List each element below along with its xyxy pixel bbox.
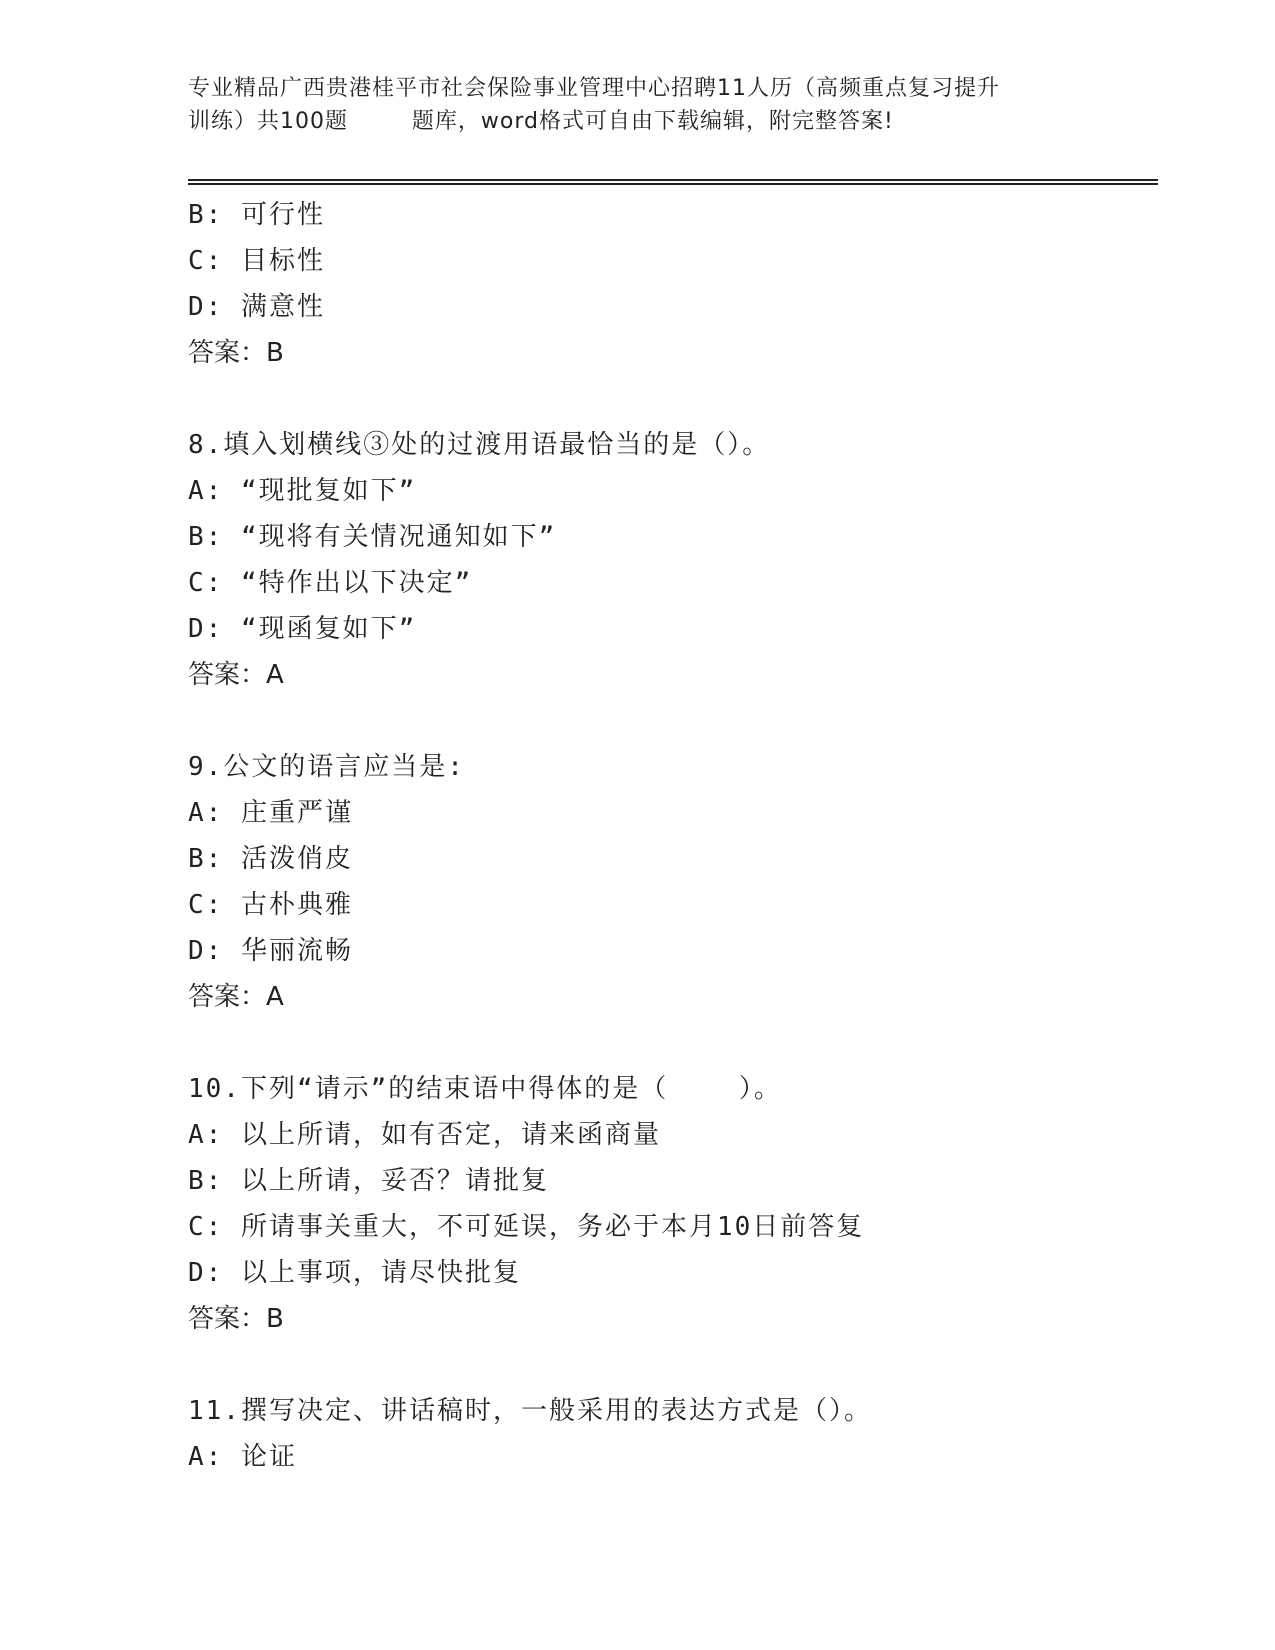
option-d: D: “现函复如下” <box>188 614 417 644</box>
header-line-2: 训练）共100题 题库，word格式可自由下载编辑，附完整答案! <box>188 109 894 134</box>
answer: 答案：B <box>188 338 284 368</box>
option-a: A: 庄重严谨 <box>188 798 353 828</box>
option-b: B: 活泼俏皮 <box>188 844 353 874</box>
question-7 <box>188 192 1148 376</box>
document-header <box>188 72 1088 138</box>
option-d: D: 以上事项，请尽快批复 <box>188 1258 521 1288</box>
header-divider-bottom <box>188 183 1158 185</box>
header-divider-top <box>188 179 1158 181</box>
header-line-1: 专业精品广西贵港桂平市社会保险事业管理中心招聘11人历（高频重点复习提升 <box>188 76 1000 101</box>
question-11 <box>188 1388 1148 1480</box>
question-text: 8.填入划横线③处的过渡用语最恰当的是（）。 <box>188 430 771 460</box>
question-10 <box>188 1066 1148 1342</box>
option-a: A: 以上所请，如有否定，请来函商量 <box>188 1120 661 1150</box>
option-a: A: “现批复如下” <box>188 476 417 506</box>
spacer <box>188 1020 1148 1066</box>
question-text: 9.公文的语言应当是: <box>188 752 465 782</box>
option-d: D: 满意性 <box>188 292 325 322</box>
question-list <box>188 192 1148 1480</box>
spacer <box>188 1342 1148 1388</box>
option-c: C: 目标性 <box>188 246 325 276</box>
question-text: 10.下列“请示”的结束语中得体的是（ ）。 <box>188 1074 782 1104</box>
option-a: A: 论证 <box>188 1442 297 1472</box>
answer: 答案：A <box>188 982 284 1012</box>
answer: 答案：B <box>188 1304 284 1334</box>
option-b: B: 可行性 <box>188 200 325 230</box>
spacer <box>188 376 1148 422</box>
question-8 <box>188 422 1148 698</box>
question-text: 11.撰写决定、讲话稿时，一般采用的表达方式是（）。 <box>188 1396 872 1426</box>
spacer <box>188 698 1148 744</box>
answer: 答案：A <box>188 660 284 690</box>
option-c: C: 所请事关重大，不可延误，务必于本月10日前答复 <box>188 1212 865 1242</box>
question-9 <box>188 744 1148 1020</box>
option-c: C: “特作出以下决定” <box>188 568 473 598</box>
option-c: C: 古朴典雅 <box>188 890 353 920</box>
option-b: B: “现将有关情况通知如下” <box>188 522 557 552</box>
option-d: D: 华丽流畅 <box>188 936 353 966</box>
option-b: B: 以上所请，妥否？请批复 <box>188 1166 549 1196</box>
